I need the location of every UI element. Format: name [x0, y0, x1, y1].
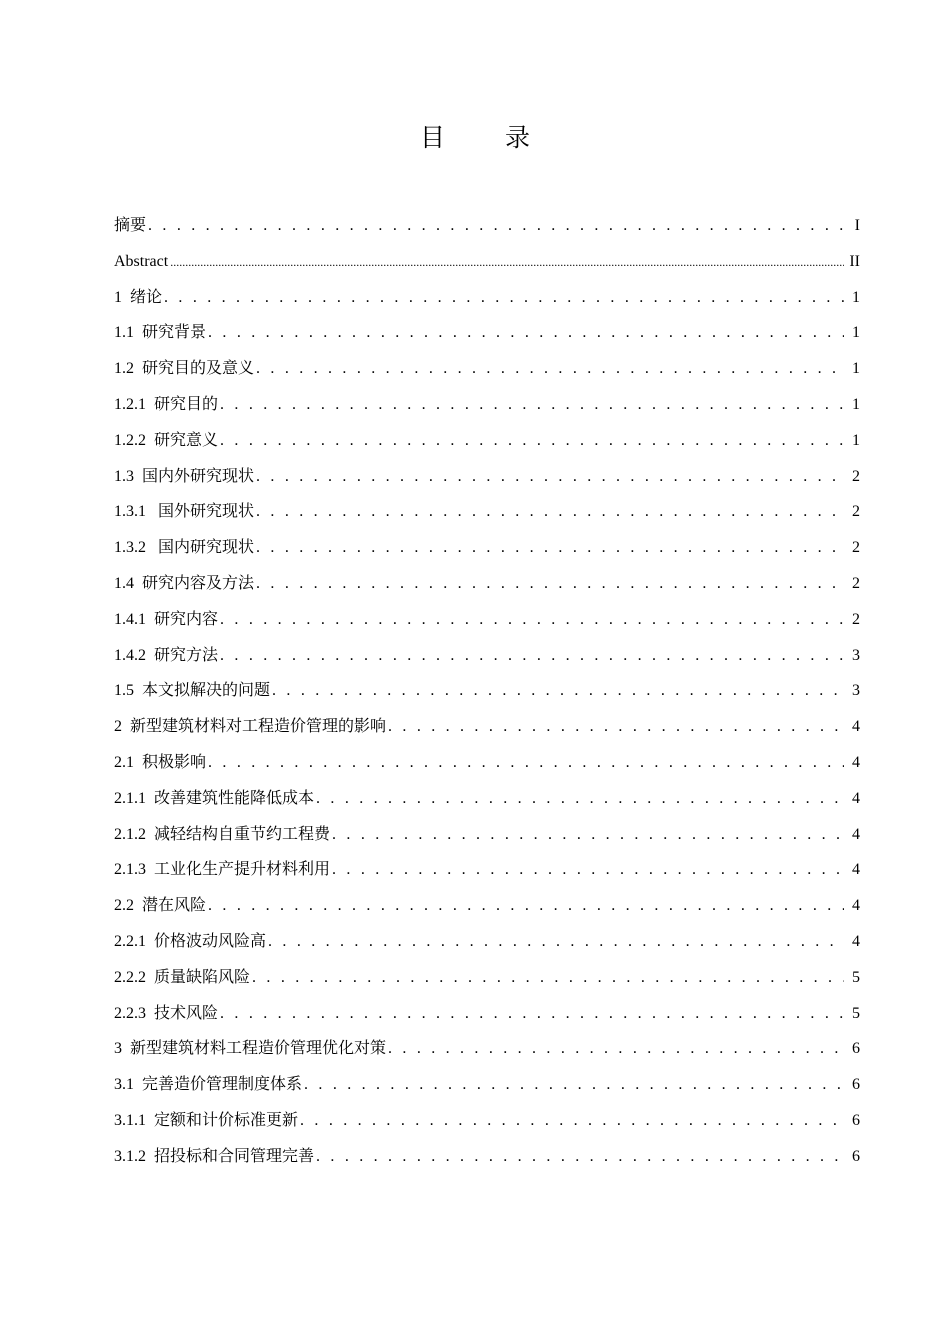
toc-entry[interactable] — [114, 960, 860, 996]
toc-entry-page-number: 6 — [852, 1111, 860, 1129]
toc-title: 目 录 — [420, 123, 556, 152]
table-of-contents — [114, 208, 860, 1175]
toc-entry-number: 1.2.1 — [114, 395, 146, 413]
toc-entry-page-number: 2 — [852, 539, 860, 557]
toc-dot-leader — [220, 638, 844, 674]
toc-entry-number: 1.4.2 — [114, 646, 146, 664]
toc-entry-number: 3.1 — [114, 1076, 134, 1094]
toc-entry-text: 潜在风险 — [142, 897, 207, 915]
toc-entry-label — [114, 924, 266, 960]
toc-entry-page-number: 4 — [852, 932, 860, 950]
toc-entry-number: 3 — [114, 1040, 122, 1058]
toc-entry[interactable] — [114, 351, 860, 387]
toc-entry-text: 研究内容及方法 — [142, 574, 255, 592]
toc-entry-page-number: 4 — [852, 718, 860, 736]
toc-entry[interactable] — [114, 244, 860, 280]
toc-dot-leader — [208, 888, 844, 924]
toc-entry-label — [114, 459, 254, 495]
toc-entry-number: 2.2.3 — [114, 1004, 146, 1022]
toc-dot-leader — [256, 351, 844, 387]
toc-entry[interactable] — [114, 924, 860, 960]
toc-dot-leader — [256, 494, 844, 530]
toc-dot-leader — [208, 315, 844, 351]
toc-entry[interactable] — [114, 1067, 860, 1103]
toc-dot-leader — [170, 244, 844, 281]
toc-entry-number: 2 — [114, 718, 122, 736]
toc-entry-number: 3.1.2 — [114, 1147, 146, 1165]
toc-entry[interactable] — [114, 1139, 860, 1175]
toc-entry-number: 1 — [114, 288, 122, 306]
toc-entry-text: 新型建筑材料工程造价管理优化对策 — [130, 1040, 387, 1058]
toc-entry[interactable] — [114, 852, 860, 888]
toc-entry[interactable] — [114, 709, 860, 745]
toc-dot-leader — [164, 280, 844, 316]
toc-entry-label — [114, 638, 218, 674]
toc-entry-page-number: 4 — [852, 861, 860, 879]
toc-entry-text: 国内研究现状 — [154, 539, 255, 557]
toc-entry-number: 1.3 — [114, 467, 134, 485]
toc-entry-page-number: II — [849, 252, 860, 270]
toc-entry-page-number: 2 — [852, 503, 860, 521]
toc-entry-number: 1.2 — [114, 360, 134, 378]
toc-dot-leader — [220, 423, 844, 459]
toc-entry-text: 国内外研究现状 — [142, 467, 255, 485]
toc-entry[interactable] — [114, 781, 860, 817]
toc-entry-number: 1.3.2 — [114, 539, 146, 557]
toc-entry-label — [114, 351, 254, 387]
toc-dot-leader — [316, 781, 844, 817]
toc-entry-text: 招投标和合同管理完善 — [154, 1147, 315, 1165]
toc-dot-leader — [268, 924, 844, 960]
toc-entry-label — [114, 709, 386, 745]
toc-entry[interactable] — [114, 494, 860, 530]
toc-dot-leader — [208, 745, 844, 781]
toc-entry[interactable] — [114, 423, 860, 459]
toc-entry-text: 国外研究现状 — [154, 503, 255, 521]
toc-entry[interactable] — [114, 1103, 860, 1139]
toc-entry-text: 技术风险 — [154, 1004, 219, 1022]
toc-entry[interactable] — [114, 315, 860, 351]
toc-entry-page-number: 2 — [852, 610, 860, 628]
toc-entry-page-number: 2 — [852, 467, 860, 485]
toc-entry[interactable] — [114, 1031, 860, 1067]
toc-entry-text: 价格波动风险高 — [154, 932, 267, 950]
toc-entry-number: 2.1 — [114, 753, 134, 771]
toc-entry-label — [114, 781, 314, 817]
toc-entry-page-number: 3 — [852, 682, 860, 700]
toc-entry-label — [114, 280, 162, 316]
toc-dot-leader — [256, 566, 844, 602]
toc-entry-label — [114, 566, 254, 602]
toc-entry-page-number: 1 — [852, 324, 860, 342]
toc-entry-text: 定额和计价标准更新 — [154, 1111, 299, 1129]
toc-entry-page-number: 4 — [852, 789, 860, 807]
toc-entry-number: 2.2.1 — [114, 932, 146, 950]
toc-entry-text: 改善建筑性能降低成本 — [154, 789, 315, 807]
toc-entry-text: 研究背景 — [142, 324, 207, 342]
toc-entry[interactable] — [114, 208, 860, 244]
toc-entry-number: 2.1.2 — [114, 825, 146, 843]
toc-entry-text: 研究目的 — [154, 395, 219, 413]
toc-dot-leader — [332, 817, 844, 853]
toc-entry-text: 工业化生产提升材料利用 — [154, 861, 331, 879]
toc-entry[interactable] — [114, 280, 860, 316]
toc-entry-page-number: 5 — [852, 968, 860, 986]
toc-entry-page-number: 4 — [852, 753, 860, 771]
toc-entry-text: Abstract — [114, 252, 169, 270]
toc-entry-text: 研究内容 — [154, 610, 219, 628]
toc-entry-number: 1.4.1 — [114, 610, 146, 628]
toc-dot-leader — [220, 387, 844, 423]
toc-entry-label — [114, 1031, 386, 1067]
toc-entry-text: 新型建筑材料对工程造价管理的影响 — [130, 718, 387, 736]
toc-entry[interactable] — [114, 817, 860, 853]
toc-entry[interactable] — [114, 996, 860, 1032]
toc-entry-number: 2.1.3 — [114, 861, 146, 879]
toc-entry-text: 摘要 — [114, 217, 147, 234]
toc-entry-page-number: 6 — [852, 1076, 860, 1094]
toc-entry-label — [114, 244, 168, 280]
toc-entry-number: 1.3.1 — [114, 503, 146, 521]
toc-dot-leader — [252, 960, 844, 996]
toc-entry-label — [114, 960, 250, 996]
toc-entry-label — [114, 745, 206, 781]
toc-entry[interactable] — [114, 566, 860, 602]
toc-entry-page-number: 4 — [852, 897, 860, 915]
toc-entry-number: 1.4 — [114, 574, 134, 592]
toc-entry-number: 2.2.2 — [114, 968, 146, 986]
toc-entry-text: 完善造价管理制度体系 — [142, 1076, 303, 1094]
toc-entry-page-number: 6 — [852, 1040, 860, 1058]
toc-entry-label — [114, 315, 206, 351]
toc-entry[interactable] — [114, 745, 860, 781]
toc-dot-leader — [220, 602, 844, 638]
toc-entry-text: 研究目的及意义 — [142, 360, 255, 378]
toc-entry[interactable] — [114, 638, 860, 674]
toc-entry-label — [114, 530, 254, 566]
toc-entry-number: 2.1.1 — [114, 789, 146, 807]
toc-dot-leader — [316, 1139, 844, 1175]
toc-entry-page-number: 6 — [852, 1147, 860, 1165]
toc-entry-number: 1.1 — [114, 324, 134, 342]
toc-entry-label — [114, 423, 218, 459]
toc-entry-page-number: 1 — [852, 288, 860, 306]
toc-entry-label — [114, 888, 206, 924]
toc-entry-page-number: 1 — [852, 395, 860, 413]
toc-entry-label — [114, 996, 218, 1032]
toc-dot-leader — [272, 673, 844, 709]
toc-entry-number: 1.5 — [114, 682, 134, 700]
toc-dot-leader — [300, 1103, 844, 1139]
toc-entry[interactable] — [114, 602, 860, 638]
toc-entry-page-number: 2 — [852, 574, 860, 592]
toc-entry-page-number: 3 — [852, 646, 860, 664]
toc-entry-number: 2.2 — [114, 897, 134, 915]
toc-entry-text: 研究方法 — [154, 646, 219, 664]
toc-entry[interactable] — [114, 387, 860, 423]
toc-entry-label — [114, 1067, 302, 1103]
toc-entry-page-number: 4 — [852, 825, 860, 843]
toc-dot-leader — [388, 709, 844, 745]
toc-entry-label — [114, 494, 254, 530]
toc-entry[interactable] — [114, 888, 860, 924]
toc-entry-text: 研究意义 — [154, 431, 219, 449]
toc-entry-page-number: 1 — [852, 431, 860, 449]
toc-entry-label — [114, 208, 146, 244]
toc-dot-leader — [256, 459, 844, 495]
toc-entry[interactable] — [114, 530, 860, 566]
toc-entry[interactable] — [114, 459, 860, 495]
toc-entry-label — [114, 1139, 314, 1175]
toc-entry-text: 积极影响 — [142, 753, 207, 771]
toc-entry-number: 3.1.1 — [114, 1111, 146, 1129]
toc-entry-number: 1.2.2 — [114, 431, 146, 449]
toc-entry-text: 质量缺陷风险 — [154, 968, 251, 986]
toc-entry-page-number: 1 — [852, 360, 860, 378]
toc-entry-page-number: 5 — [852, 1004, 860, 1022]
toc-dot-leader — [304, 1067, 844, 1103]
toc-entry[interactable] — [114, 673, 860, 709]
toc-dot-leader — [220, 996, 844, 1032]
toc-entry-text: 减轻结构自重节约工程费 — [154, 825, 331, 843]
toc-entry-page-number: I — [854, 217, 860, 234]
toc-entry-text: 绪论 — [130, 288, 163, 306]
toc-entry-text: 本文拟解决的问题 — [142, 682, 271, 700]
toc-entry-label — [114, 817, 330, 853]
toc-dot-leader — [388, 1031, 844, 1067]
toc-entry-label — [114, 387, 218, 423]
toc-dot-leader — [256, 530, 844, 566]
toc-entry-label — [114, 1103, 298, 1139]
toc-dot-leader — [148, 208, 844, 244]
toc-entry-label — [114, 852, 330, 888]
toc-dot-leader — [332, 852, 844, 888]
toc-entry-label — [114, 602, 218, 638]
toc-entry-label — [114, 673, 270, 709]
